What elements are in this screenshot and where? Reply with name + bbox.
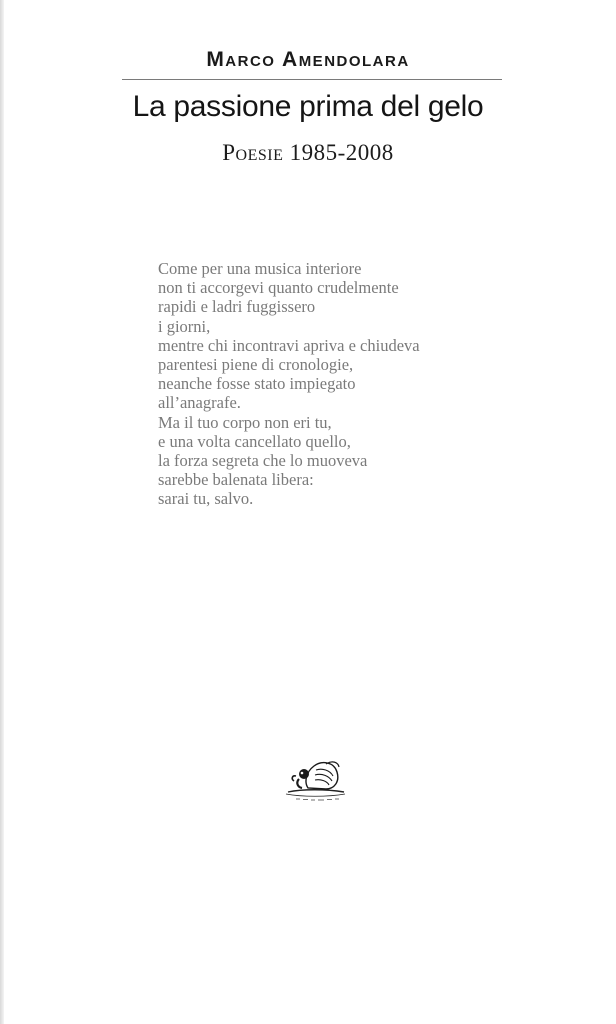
poem-line: sarai tu, salvo. bbox=[158, 489, 254, 509]
poem-line: all’anagrafe. bbox=[158, 393, 241, 413]
publisher-emblem-icon bbox=[282, 752, 348, 806]
poem-line: non ti accorgevi quanto crudelmente bbox=[158, 278, 399, 298]
book-subtitle: Poesie 1985-2008 bbox=[222, 140, 394, 165]
book-title: La passione prima del gelo bbox=[132, 90, 484, 123]
poem-line: Ma il tuo corpo non eri tu, bbox=[158, 412, 332, 432]
divider-rule bbox=[122, 79, 502, 80]
poem-line: Come per una musica interiore bbox=[158, 259, 362, 278]
poem-line: i giorni, bbox=[158, 316, 211, 336]
author-name: Marco Amendolara bbox=[206, 48, 410, 71]
poem-line: neanche fosse stato impiegato bbox=[158, 374, 356, 394]
poem-text bbox=[158, 259, 420, 509]
poem-line: e una volta cancellato quello, bbox=[158, 431, 351, 451]
poem-line: la forza segreta che lo muoveva bbox=[158, 451, 368, 471]
poem-line: parentesi piene di cronologie, bbox=[158, 355, 354, 375]
poem-line: sarebbe balenata libera: bbox=[158, 470, 314, 490]
poem-line: mentre chi incontravi apriva e chiudeva bbox=[158, 335, 420, 355]
poem-line: rapidi e ladri fuggissero bbox=[158, 297, 316, 317]
